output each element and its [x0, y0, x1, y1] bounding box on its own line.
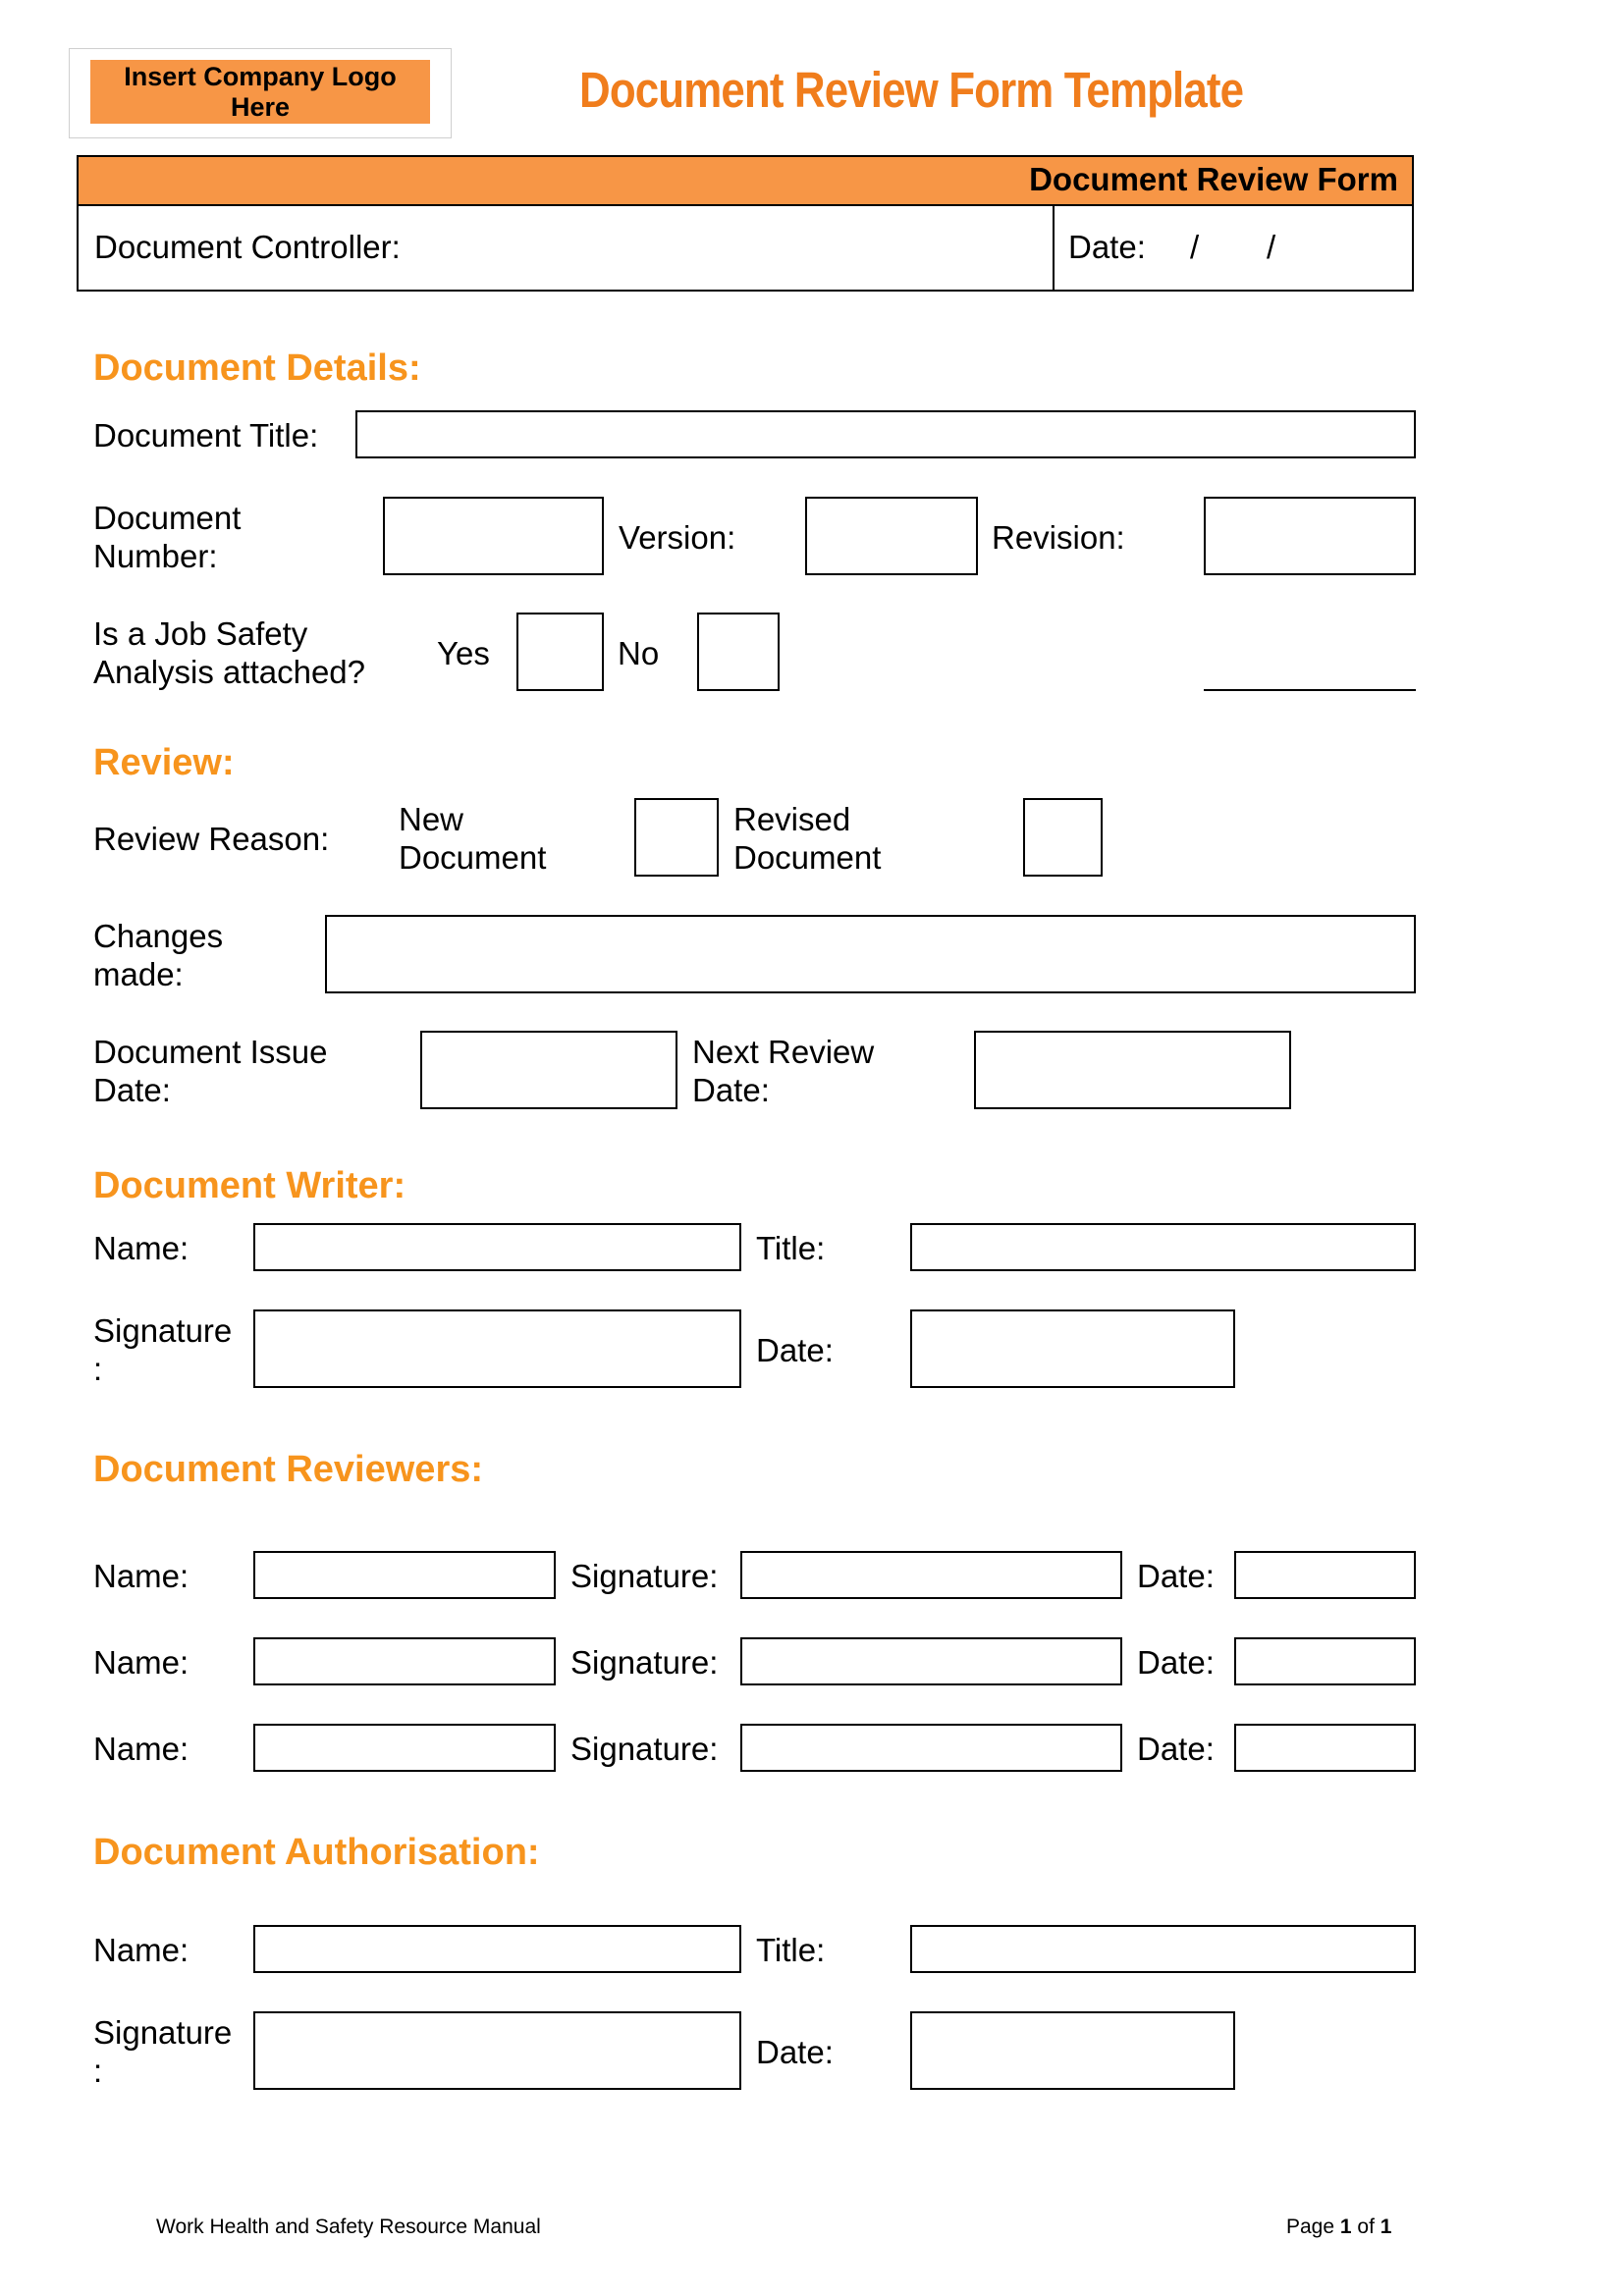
reviewer-signature-label: Signature:	[570, 1558, 719, 1594]
writer-name-label: Name:	[93, 1230, 189, 1266]
authorisation-date-label: Date:	[756, 2034, 834, 2070]
footer-page-word: Page	[1286, 2216, 1335, 2238]
writer-signature-label-line-1: Signature	[93, 1312, 233, 1349]
document-number-label-line-1: Document	[93, 500, 242, 536]
revised-document-label-line-1: Revised	[733, 801, 851, 837]
reviewer-name-input[interactable]	[253, 1551, 556, 1599]
reviewer-date-input[interactable]	[1234, 1724, 1416, 1772]
jsa-no-checkbox[interactable]	[697, 613, 780, 691]
document-number-label-line-2: Number:	[93, 538, 218, 574]
authorisation-title-input[interactable]	[910, 1925, 1416, 1973]
reviewer-name-input[interactable]	[253, 1724, 556, 1772]
section-heading-document-details: Document Details:	[93, 347, 421, 389]
review-reason-label: Review Reason:	[93, 821, 330, 857]
header-divider	[1053, 204, 1055, 290]
footer-page-total: 1	[1380, 2216, 1392, 2238]
form-header-band	[79, 157, 1412, 206]
reviewer-date-label: Date:	[1137, 1644, 1215, 1681]
document-number-input[interactable]	[383, 497, 604, 575]
reviewer-date-input[interactable]	[1234, 1551, 1416, 1599]
writer-title-input[interactable]	[910, 1223, 1416, 1271]
page-title: Document Review Form Template	[579, 62, 1244, 118]
reviewer-signature-input[interactable]	[740, 1637, 1122, 1685]
version-input[interactable]	[805, 497, 978, 575]
issue-date-label-line-1: Document Issue	[93, 1034, 328, 1070]
footer-manual-title: Work Health and Safety Resource Manual	[156, 2216, 541, 2238]
changes-made-label-line-2: made:	[93, 956, 184, 992]
header-date-separator-1: /	[1190, 229, 1200, 265]
logo-text-line-1: Insert Company Logo	[124, 61, 397, 91]
authorisation-date-input[interactable]	[910, 2011, 1235, 2090]
reviewer-name-input[interactable]	[253, 1637, 556, 1685]
reviewer-name-label: Name:	[93, 1644, 189, 1681]
issue-date-input[interactable]	[420, 1031, 677, 1109]
document-title-input[interactable]	[355, 410, 1416, 458]
jsa-label-line-1: Is a Job Safety	[93, 615, 308, 652]
document-title-label: Document Title:	[93, 417, 319, 454]
jsa-yes-checkbox[interactable]	[516, 613, 604, 691]
footer-page-number	[1286, 2216, 1391, 2239]
new-document-checkbox[interactable]	[634, 798, 719, 877]
revised-document-checkbox[interactable]	[1023, 798, 1103, 877]
reviewer-signature-label: Signature:	[570, 1731, 719, 1767]
reviewer-signature-input[interactable]	[740, 1724, 1122, 1772]
section-heading-document-reviewers: Document Reviewers:	[93, 1449, 484, 1490]
writer-name-input[interactable]	[253, 1223, 741, 1271]
section-heading-document-writer: Document Writer:	[93, 1165, 406, 1206]
header-date-field[interactable]	[1159, 208, 1404, 291]
header-date-separator-2: /	[1267, 229, 1276, 265]
writer-title-label: Title:	[756, 1230, 826, 1266]
next-review-date-label-line-1: Next Review	[692, 1034, 875, 1070]
writer-signature-label-line-2: :	[93, 1351, 103, 1387]
revision-input[interactable]	[1204, 497, 1416, 575]
reviewer-date-label: Date:	[1137, 1558, 1215, 1594]
changes-made-input[interactable]	[325, 915, 1416, 993]
jsa-no-label: No	[618, 635, 660, 671]
section-heading-review: Review:	[93, 742, 235, 783]
authorisation-name-label: Name:	[93, 1932, 189, 1968]
writer-date-label: Date:	[756, 1332, 834, 1368]
writer-signature-input[interactable]	[253, 1309, 741, 1388]
document-controller-field[interactable]	[295, 208, 1041, 291]
revised-document-label-line-2: Document	[733, 839, 882, 876]
revision-label: Revision:	[992, 519, 1125, 556]
reviewer-date-label: Date:	[1137, 1731, 1215, 1767]
section-heading-document-authorisation: Document Authorisation:	[93, 1832, 540, 1873]
jsa-yes-label: Yes	[437, 635, 490, 671]
company-logo-placeholder	[69, 48, 452, 138]
next-review-date-label-line-2: Date:	[692, 1072, 770, 1108]
version-label: Version:	[619, 519, 736, 556]
footer-of-word: of	[1357, 2216, 1375, 2238]
reviewer-name-label: Name:	[93, 1731, 189, 1767]
writer-date-input[interactable]	[910, 1309, 1235, 1388]
next-review-date-input[interactable]	[974, 1031, 1291, 1109]
issue-date-label-line-2: Date:	[93, 1072, 171, 1108]
form-header-label: Document Review Form	[1029, 161, 1398, 197]
authorisation-title-label: Title:	[756, 1932, 826, 1968]
footer-page-current: 1	[1339, 2216, 1352, 2238]
jsa-label-line-2: Analysis attached?	[93, 654, 366, 690]
logo-text-line-2: Here	[230, 91, 291, 122]
jsa-underline	[1204, 689, 1416, 691]
reviewer-date-input[interactable]	[1234, 1637, 1416, 1685]
reviewer-signature-label: Signature:	[570, 1644, 719, 1681]
reviewer-signature-input[interactable]	[740, 1551, 1122, 1599]
document-controller-label: Document Controller:	[94, 229, 401, 265]
authorisation-signature-label-line-2: :	[93, 2053, 103, 2089]
header-date-label: Date:	[1068, 229, 1146, 265]
form-header-table	[77, 155, 1414, 292]
authorisation-signature-input[interactable]	[253, 2011, 741, 2090]
reviewer-name-label: Name:	[93, 1558, 189, 1594]
changes-made-label-line-1: Changes	[93, 918, 224, 954]
authorisation-signature-label-line-1: Signature	[93, 2014, 233, 2051]
authorisation-name-input[interactable]	[253, 1925, 741, 1973]
new-document-label-line-2: Document	[399, 839, 547, 876]
logo-text-block	[90, 60, 430, 124]
new-document-label-line-1: New	[399, 801, 464, 837]
